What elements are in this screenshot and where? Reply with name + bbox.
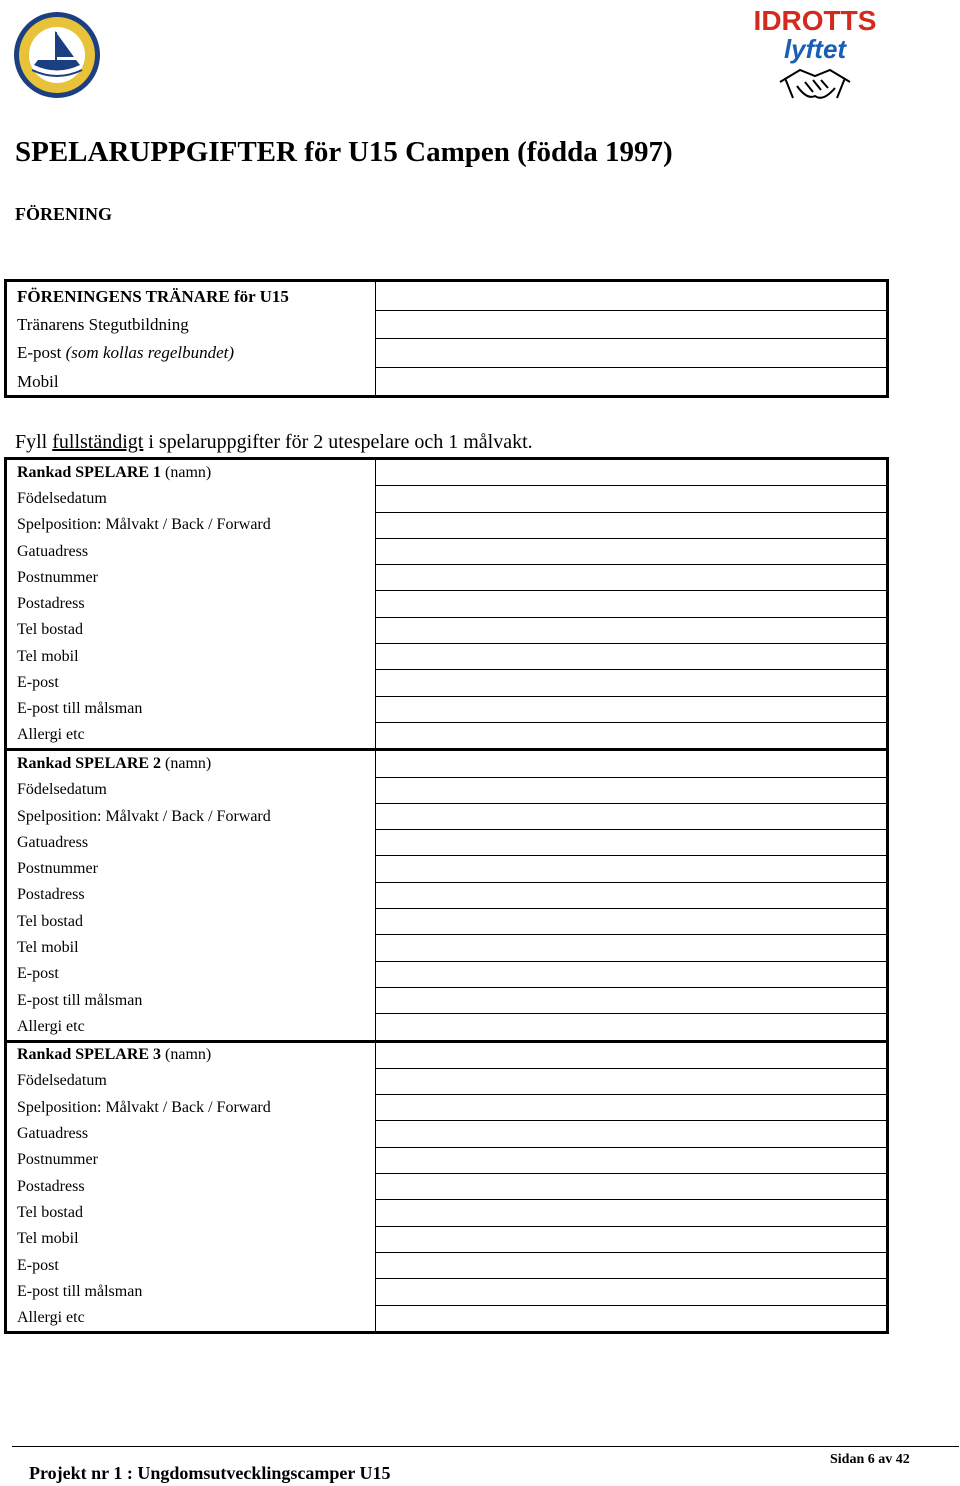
player-row: [6, 935, 888, 961]
player-row: [6, 750, 888, 777]
player-field-input[interactable]: [376, 486, 888, 512]
player-field-label: Tel mobil: [6, 935, 376, 961]
player-field-input[interactable]: [376, 830, 888, 856]
player-field-label: Tel mobil: [6, 1226, 376, 1252]
player-field-input[interactable]: [376, 459, 888, 486]
player-row: [6, 856, 888, 882]
player-row: [6, 987, 888, 1013]
player-field-input[interactable]: [376, 1121, 888, 1147]
player-row: [6, 459, 888, 486]
player-field-input[interactable]: [376, 512, 888, 538]
player-field-label: Spelposition: Målvakt / Back / Forward: [6, 803, 376, 829]
player-field-input[interactable]: [376, 1226, 888, 1252]
player-field-input[interactable]: [376, 882, 888, 908]
player-row: [6, 1174, 888, 1200]
player-field-label: Allergi etc: [6, 722, 376, 749]
player-field-label: E-post till målsman: [6, 987, 376, 1013]
player-row: [6, 512, 888, 538]
player-field-label: Postadress: [6, 1174, 376, 1200]
player-field-label: E-post till målsman: [6, 1279, 376, 1305]
player-field-input[interactable]: [376, 987, 888, 1013]
player-field-label: Gatuadress: [6, 1121, 376, 1147]
player-row: [6, 486, 888, 512]
trainer-mobile-label: Mobil: [6, 367, 376, 397]
player-field-input[interactable]: [376, 856, 888, 882]
player-field-input[interactable]: [376, 909, 888, 935]
player-field-label: Födelsedatum: [6, 486, 376, 512]
player-field-label: Tel mobil: [6, 644, 376, 670]
player-field-input[interactable]: [376, 1252, 888, 1278]
player-row: [6, 591, 888, 617]
trainer-education-field[interactable]: [376, 310, 888, 339]
player-field-input[interactable]: [376, 591, 888, 617]
trainer-name-field[interactable]: [376, 281, 888, 311]
page-title: SPELARUPPGIFTER för U15 Campen (födda 1997): [15, 136, 673, 168]
player-heading-label: Rankad SPELARE 3 (namn): [6, 1041, 376, 1068]
player-field-input[interactable]: [376, 1095, 888, 1121]
player-field-input[interactable]: [376, 1147, 888, 1173]
player-field-input[interactable]: [376, 538, 888, 564]
trainer-email-label: E-post (som kollas regelbundet): [6, 339, 376, 368]
player-row: [6, 803, 888, 829]
player-row: [6, 696, 888, 722]
player-row: [6, 617, 888, 643]
player-row: [6, 961, 888, 987]
handshake-icon: [780, 70, 850, 98]
forening-label: FÖRENING: [15, 204, 113, 224]
player-row: [6, 1305, 888, 1332]
player-field-label: Postnummer: [6, 565, 376, 591]
player-field-label: Tel bostad: [6, 909, 376, 935]
footer-divider: [12, 1446, 959, 1447]
player-row: [6, 538, 888, 564]
lyftet-logo-text: lyftet: [783, 34, 847, 64]
player-field-input[interactable]: [376, 722, 888, 749]
player-field-input[interactable]: [376, 1200, 888, 1226]
player-row: [6, 1279, 888, 1305]
player-heading-label: Rankad SPELARE 1 (namn): [6, 459, 376, 486]
player-row: [6, 565, 888, 591]
player-field-label: Postadress: [6, 591, 376, 617]
player-field-input[interactable]: [376, 644, 888, 670]
player-field-label: E-post: [6, 961, 376, 987]
player-row: [6, 909, 888, 935]
player-row: [6, 1226, 888, 1252]
player-field-input[interactable]: [376, 935, 888, 961]
trainer-info-table: [4, 279, 889, 398]
player-field-input[interactable]: [376, 1041, 888, 1068]
player-field-label: Gatuadress: [6, 538, 376, 564]
player-field-input[interactable]: [376, 750, 888, 777]
player-field-input[interactable]: [376, 696, 888, 722]
player-field-label: Tel bostad: [6, 617, 376, 643]
footer-project: Projekt nr 1 : Ungdomsutvecklingscamper U15: [29, 1463, 391, 1483]
player-field-input[interactable]: [376, 803, 888, 829]
trainer-mobile-field[interactable]: [376, 367, 888, 397]
player-field-label: Postadress: [6, 882, 376, 908]
player-field-label: Postnummer: [6, 1147, 376, 1173]
player-field-label: Postnummer: [6, 856, 376, 882]
player-row: [6, 882, 888, 908]
player-row: [6, 1014, 888, 1041]
player-field-input[interactable]: [376, 1014, 888, 1041]
player-row: [6, 1121, 888, 1147]
player-row: [6, 830, 888, 856]
player-row: [6, 777, 888, 803]
player-field-input[interactable]: [376, 1174, 888, 1200]
player-field-label: Tel bostad: [6, 1200, 376, 1226]
player-row: [6, 1252, 888, 1278]
instruction-underlined: fullständigt: [52, 431, 144, 453]
player-row: [6, 1095, 888, 1121]
player-field-input[interactable]: [376, 617, 888, 643]
player-heading-label: Rankad SPELARE 2 (namn): [6, 750, 376, 777]
trainer-name-label: FÖRENINGENS TRÄNARE för U15: [6, 281, 376, 311]
player-row: [6, 1041, 888, 1068]
instruction-text: Fyll fullständigt i spelaruppgifter för 2 utespelare och 1 målvakt.: [15, 431, 533, 453]
player-field-label: Gatuadress: [6, 830, 376, 856]
player-row: [6, 1200, 888, 1226]
player-row: [6, 722, 888, 749]
player-row: [6, 644, 888, 670]
player-field-label: E-post: [6, 1252, 376, 1278]
player-field-label: Allergi etc: [6, 1014, 376, 1041]
player-field-input[interactable]: [376, 670, 888, 696]
trainer-education-label: Tränarens Stegutbildning: [6, 310, 376, 339]
trainer-email-note: (som kollas regelbundet): [65, 343, 235, 363]
player-field-input[interactable]: [376, 1305, 888, 1332]
idrotts-logo-text: IDROTTS: [753, 5, 877, 36]
player-field-input[interactable]: [376, 777, 888, 803]
player-field-input[interactable]: [376, 1068, 888, 1094]
player-field-input[interactable]: [376, 1279, 888, 1305]
players-table: [4, 457, 889, 1334]
player-field-input[interactable]: [376, 961, 888, 987]
player-field-label: Allergi etc: [6, 1305, 376, 1332]
footer-page-number: Sidan 6 av 42: [830, 1452, 910, 1467]
player-field-label: E-post: [6, 670, 376, 696]
player-row: [6, 670, 888, 696]
player-row: [6, 1147, 888, 1173]
player-field-label: Födelsedatum: [6, 777, 376, 803]
swedish-ice-hockey-federation-logo: [12, 10, 102, 100]
idrottslyftet-logo: [735, 2, 895, 110]
player-row: [6, 1068, 888, 1094]
trainer-email-field[interactable]: [376, 339, 888, 368]
player-field-input[interactable]: [376, 565, 888, 591]
player-field-label: Spelposition: Målvakt / Back / Forward: [6, 512, 376, 538]
player-field-label: E-post till målsman: [6, 696, 376, 722]
player-field-label: Födelsedatum: [6, 1068, 376, 1094]
player-field-label: Spelposition: Målvakt / Back / Forward: [6, 1095, 376, 1121]
